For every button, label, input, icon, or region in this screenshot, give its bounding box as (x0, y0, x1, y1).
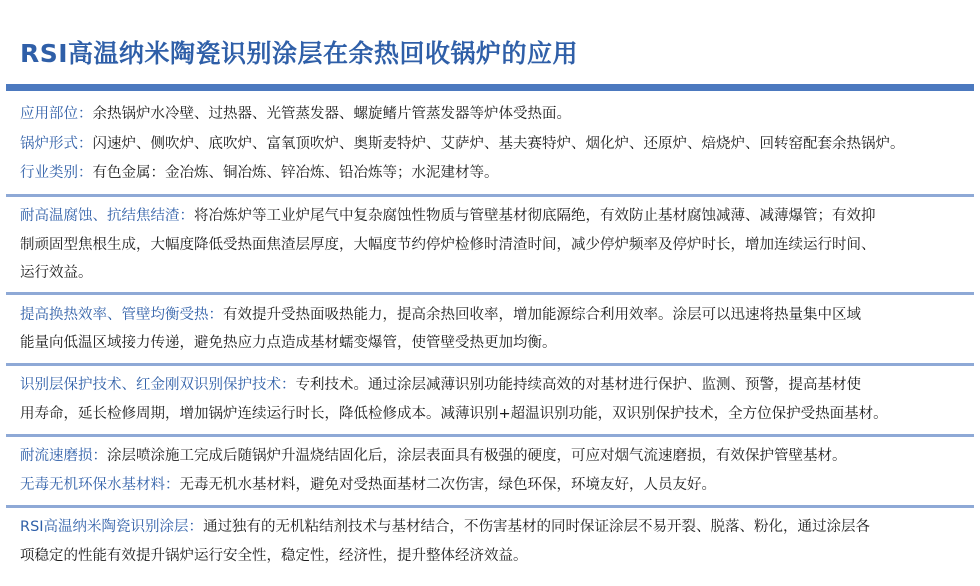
line-label: 无毒无机环保水基材料： (20, 477, 180, 493)
line-label: 识别层保护技术、红金刚双识别保护技术： (20, 377, 296, 393)
line-text: 运行效益。 (20, 265, 93, 281)
section-line (20, 207, 975, 226)
section-divider (6, 505, 974, 508)
line-text: 有色金属：金冶炼、铜冶炼、锌冶炼、铅冶炼等；水泥建材等。 (92, 165, 499, 181)
line-text: 项稳定的性能有效提升锅炉运行安全性，稳定性，经济性，提升整体经济效益。 (20, 548, 528, 564)
section-line (20, 405, 975, 424)
line-text: 闪速炉、侧吹炉、底吹炉、富氧顶吹炉、奥斯麦特炉、艾萨炉、基夫赛特炉、烟化炉、还原炉、焙烧炉、回转窑配套余热锅炉。 (92, 136, 905, 152)
title-divider (6, 84, 974, 91)
section-divider (6, 194, 974, 197)
section-line (20, 135, 975, 154)
line-label: 行业类别： (20, 165, 93, 181)
line-text: 无毒无机水基材料，避免对受热面基材二次伤害，绿色环保，环境友好，人员友好。 (179, 477, 716, 493)
line-text: 制顽固型焦根生成，大幅度降低受热面焦渣层厚度，大幅度节约停炉检修时清渣时间，减少停炉频率及停炉时长，增加连续运行时间、 (20, 237, 876, 253)
line-text: 通过独有的无机粘结剂技术与基材结合，不伤害基材的同时保证涂层不易开裂、脱落、粉化，通过涂层各 (203, 519, 871, 535)
section-divider (6, 292, 974, 295)
page-title: RSI高温纳米陶瓷识别涂层在余热回收锅炉的应用 (20, 39, 579, 68)
line-label: 提高换热效率、管壁均衡受热： (20, 307, 223, 323)
line-text: 涂层喷涂施工完成后随锅炉升温烧结固化后，涂层表面具有极强的硬度，可应对烟气流速磨损，有效保护管壁基材。 (107, 448, 847, 464)
line-label: 耐流速磨损： (20, 448, 107, 464)
line-label: 锅炉形式： (20, 136, 93, 152)
section-line (20, 447, 975, 466)
line-text: 有效提升受热面吸热能力，提高余热回收率，增加能源综合利用效率。涂层可以迅速将热量集中区域 (223, 307, 861, 323)
section-line (20, 164, 975, 183)
line-label: 应用部位： (20, 106, 93, 122)
section-line (20, 105, 975, 124)
line-label: RSI高温纳米陶瓷识别涂层： (20, 519, 204, 535)
section-line (20, 376, 975, 395)
section-divider (6, 363, 974, 366)
line-text: 将冶炼炉等工业炉尾气中复杂腐蚀性物质与管壁基材彻底隔绝，有效防止基材腐蚀减薄、减薄爆管；有效抑 (194, 208, 876, 224)
section-line (20, 518, 975, 537)
section-line (20, 264, 975, 283)
section-line (20, 236, 975, 255)
line-text: 能量向低温区域接力传递，避免热应力点造成基材蠕变爆管，使管壁受热更加均衡。 (20, 335, 557, 351)
section-divider (6, 434, 974, 437)
line-text: 专利技术。通过涂层减薄识别功能持续高效的对基材进行保护、监测、预警，提高基材使 (295, 377, 861, 393)
line-text: 余热锅炉水冷壁、过热器、光管蒸发器、螺旋鳍片管蒸发器等炉体受热面。 (92, 106, 571, 122)
line-text: 用寿命，延长检修周期，增加锅炉连续运行时长，降低检修成本。减薄识别+超温识别功能，双识别保护技术，全方位保护受热面基材。 (20, 406, 888, 422)
section-line (20, 476, 975, 495)
section-line (20, 334, 975, 353)
section-line (20, 547, 975, 566)
line-label: 耐高温腐蚀、抗结焦结渣： (20, 208, 194, 224)
section-line (20, 306, 975, 325)
